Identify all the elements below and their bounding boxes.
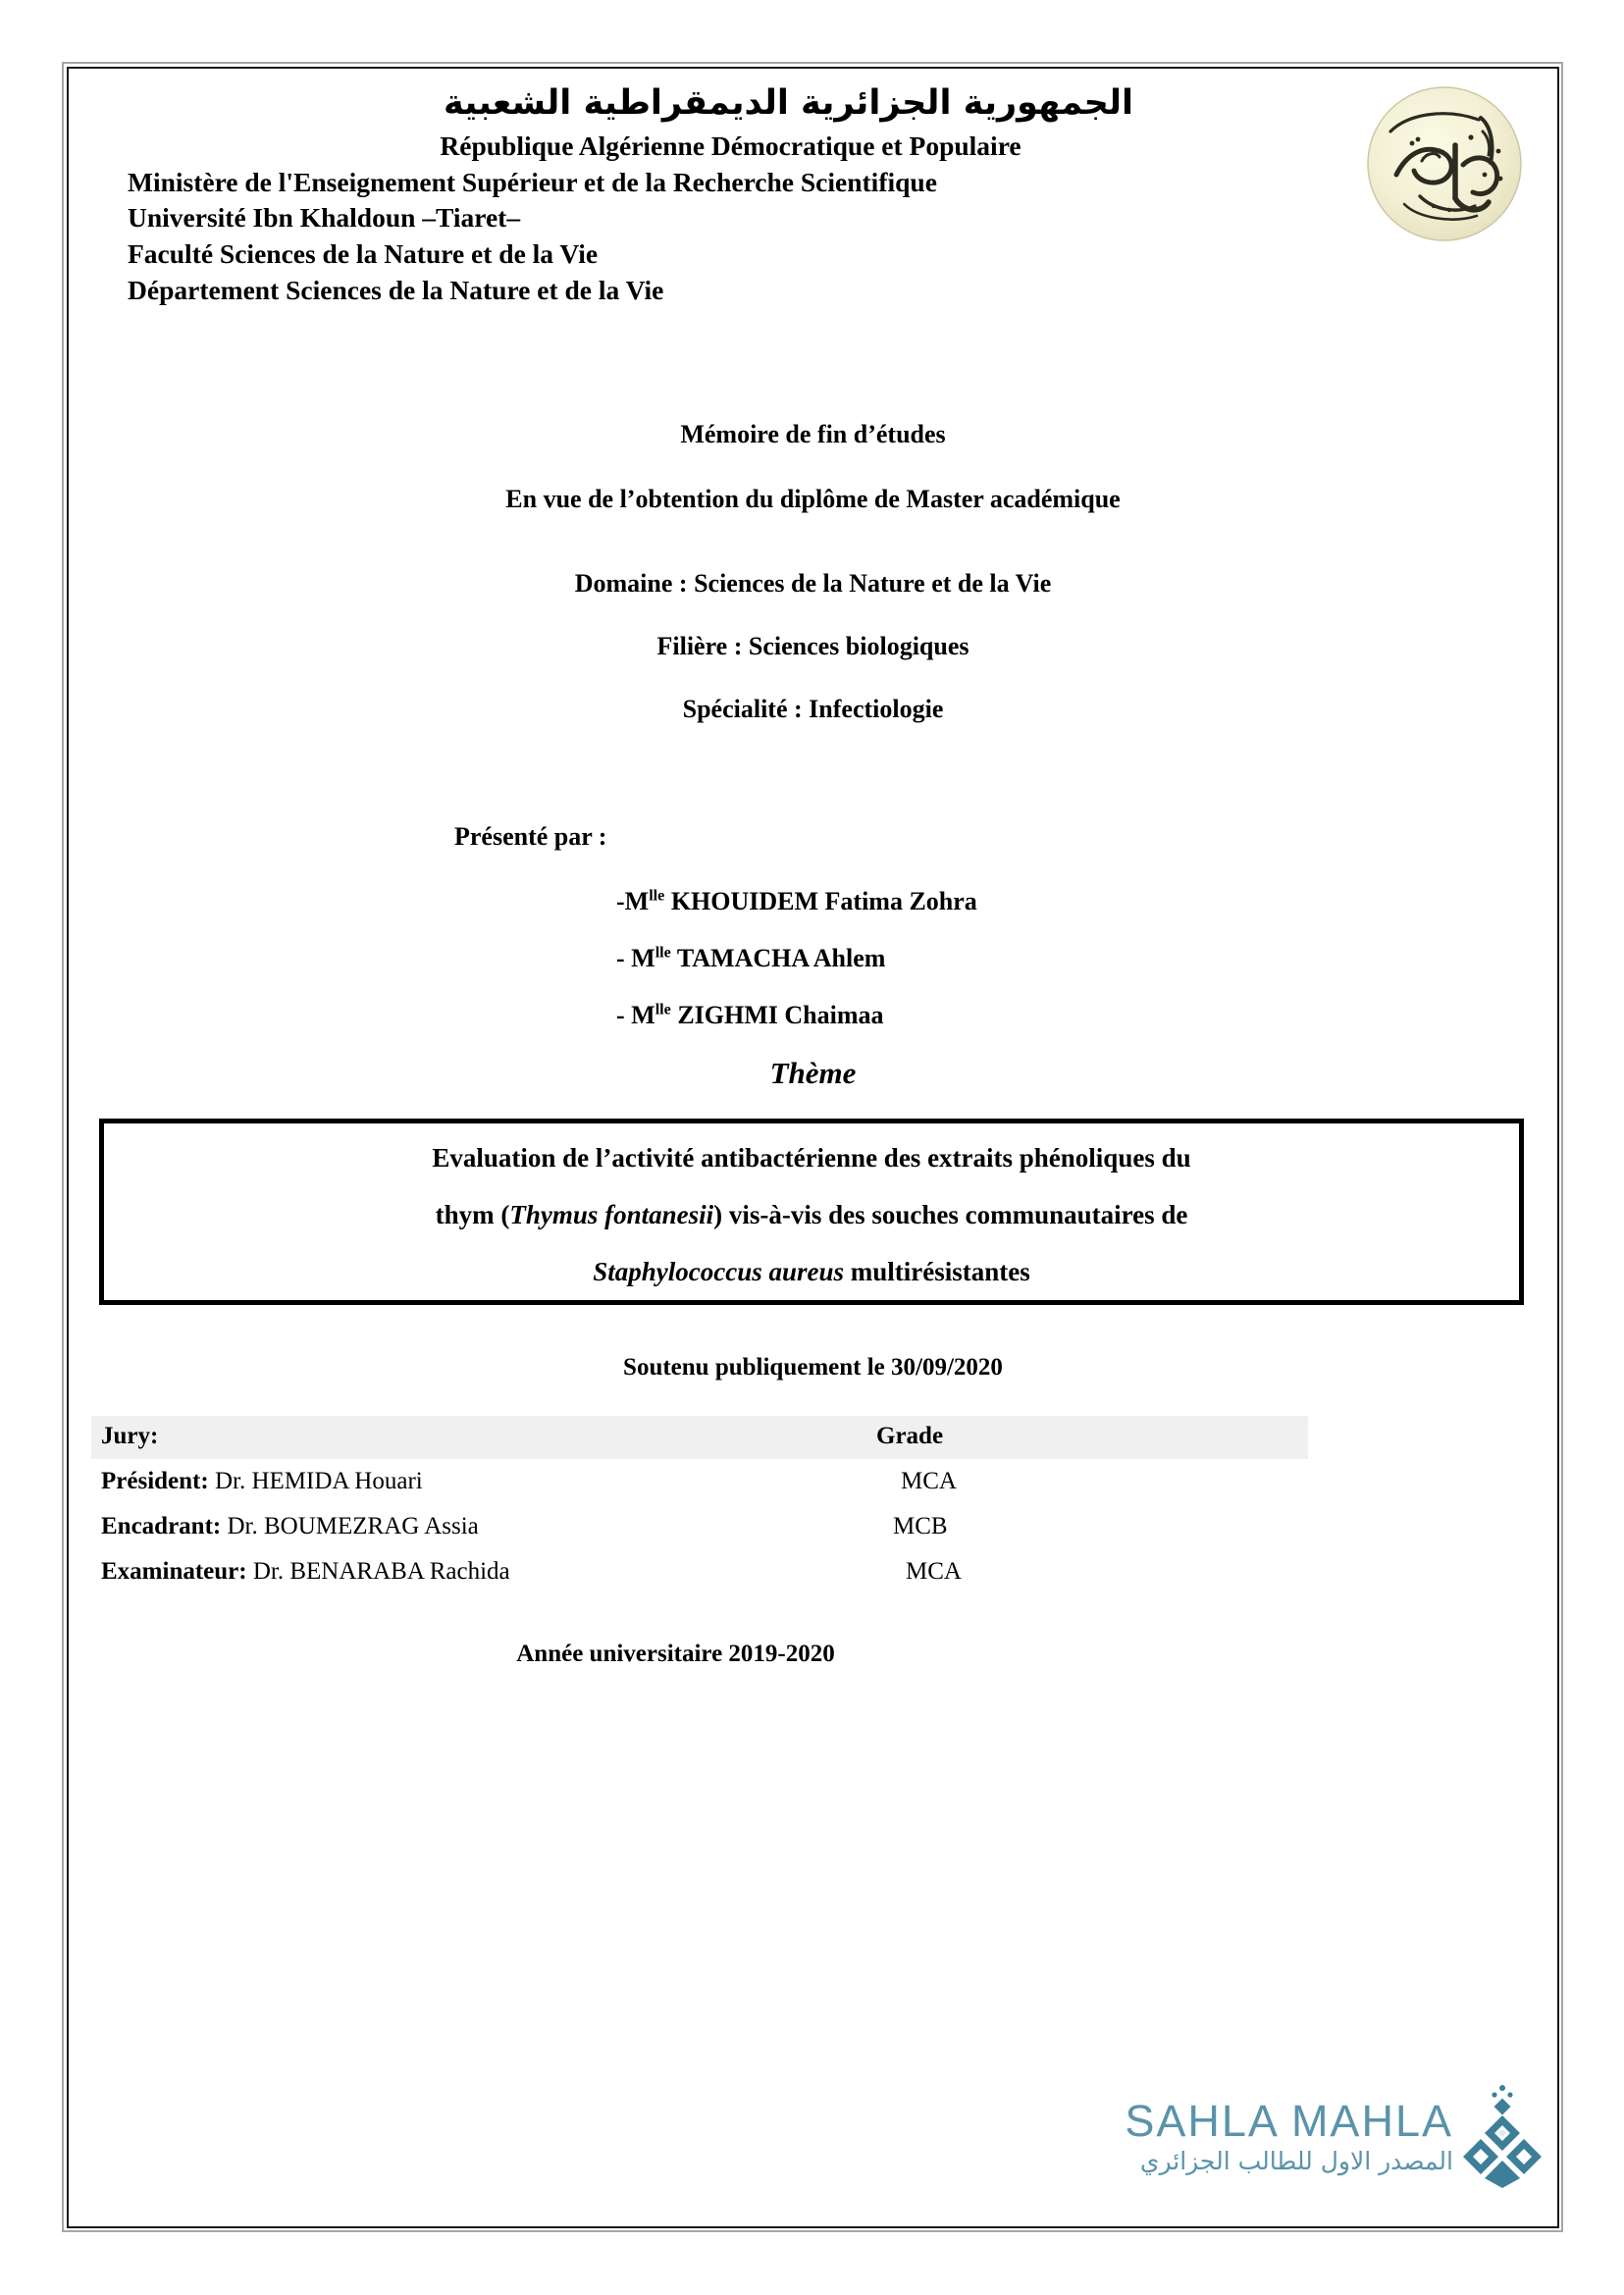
jury-row-2-role-label: Encadrant:: [101, 1513, 222, 1539]
author-1-name: KHOUIDEM Fatima Zohra: [664, 887, 977, 915]
institution-header: [67, 67, 1559, 308]
university-seal-icon: [1361, 80, 1528, 247]
table-row: [91, 1459, 1308, 1504]
presented-by-section: [67, 822, 1559, 1058]
theme-line-2: [104, 1202, 1519, 1228]
author-3-sup: lle: [655, 1001, 671, 1018]
diploma-line: En vue de l’obtention du diplôme de Master académique: [505, 485, 1121, 513]
specialite-line: Spécialité : Infectiologie: [682, 695, 944, 723]
sahla-mahla-diamond-icon: [1457, 2084, 1547, 2190]
theme-species-thymus: Thymus fontanesii: [509, 1200, 714, 1229]
defense-date: Soutenu publiquement le 30/09/2020: [623, 1354, 1003, 1381]
memoire-line: Mémoire de fin d’études: [680, 420, 946, 448]
theme-species-staph: Staphylococcus aureus: [593, 1257, 845, 1286]
theme-line-3-post: multirésistantes: [844, 1257, 1030, 1286]
author-2: [67, 944, 1559, 973]
degree-information: [67, 420, 1559, 724]
author-3: [67, 1001, 1559, 1030]
jury-row-3-grade: MCA: [906, 1558, 962, 1585]
jury-row-2-role-name: Dr. BOUMEZRAG Assia: [221, 1513, 479, 1539]
document-page: [67, 67, 1559, 2228]
author-1-prefix: -M: [616, 887, 650, 915]
theme-heading: Thème: [769, 1056, 857, 1090]
theme-line-1: Evaluation de l’activité antibactérienne des extraits phénoliques du: [432, 1143, 1191, 1173]
domaine-line: Domaine : Sciences de la Nature et de la Vie: [574, 569, 1052, 598]
header-line-faculty: Faculté Sciences de la Nature et de la Vie: [128, 237, 599, 269]
arabic-republic-title: الجمهورية الجزائرية الديمقراطية الشعبية: [443, 83, 1134, 123]
jury-header-grade: Grade: [876, 1423, 944, 1449]
jury-row-3-role-name: Dr. BENARABA Rachida: [246, 1558, 510, 1585]
watermark-arabic-tagline: المصدر الاول للطالب الجزائري: [1139, 2146, 1453, 2175]
theme-line-3: [104, 1259, 1519, 1285]
jury-row-2-grade: MCB: [893, 1513, 948, 1539]
author-1: [67, 887, 1559, 916]
author-2-name: TAMACHA Ahlem: [670, 944, 886, 972]
author-3-name: ZIGHMI Chaimaa: [670, 1001, 884, 1029]
header-text-lines: [67, 129, 1559, 308]
header-line-republic: République Algérienne Démocratique et Populaire: [440, 130, 1022, 162]
header-line-department: Département Sciences de la Nature et de la Vie: [128, 274, 664, 305]
author-1-sup: lle: [649, 887, 665, 905]
theme-line-2-pre: thym (: [435, 1200, 510, 1229]
jury-header-role: Jury:: [101, 1423, 159, 1449]
table-row: [91, 1504, 1308, 1549]
jury-row-1-role-label: Président:: [101, 1468, 209, 1494]
sahla-mahla-watermark: [1076, 2084, 1547, 2217]
theme-box: [99, 1119, 1524, 1305]
header-line-university: Université Ibn Khaldoun –Tiaret–: [128, 202, 521, 234]
presented-by-label: Présenté par :: [454, 822, 607, 851]
author-3-prefix: - M: [616, 1001, 655, 1029]
jury-row-3-role: [91, 1558, 876, 1586]
header-line-ministry: Ministère de l'Enseignement Supérieur et de la Recherche Scientifique: [128, 166, 937, 197]
table-row: [91, 1549, 1308, 1594]
filiere-line: Filière : Sciences biologiques: [656, 632, 969, 660]
author-2-prefix: - M: [616, 944, 655, 972]
jury-row-3-role-label: Examinateur:: [101, 1558, 247, 1585]
jury-table-header-row: [91, 1416, 1308, 1459]
academic-year: Année universitaire 2019-2020: [516, 1641, 835, 1667]
jury-row-1-role-name: Dr. HEMIDA Houari: [208, 1468, 423, 1494]
jury-table: [91, 1416, 1308, 1594]
jury-row-1-grade: MCA: [901, 1468, 957, 1494]
theme-line-2-post: ) vis-à-vis des souches communautaires de: [713, 1200, 1188, 1229]
jury-row-2-role: [91, 1513, 876, 1540]
jury-row-1-role: [91, 1468, 876, 1495]
author-2-sup: lle: [655, 944, 671, 962]
watermark-brand-name: SAHLA MAHLA: [1125, 2096, 1453, 2147]
